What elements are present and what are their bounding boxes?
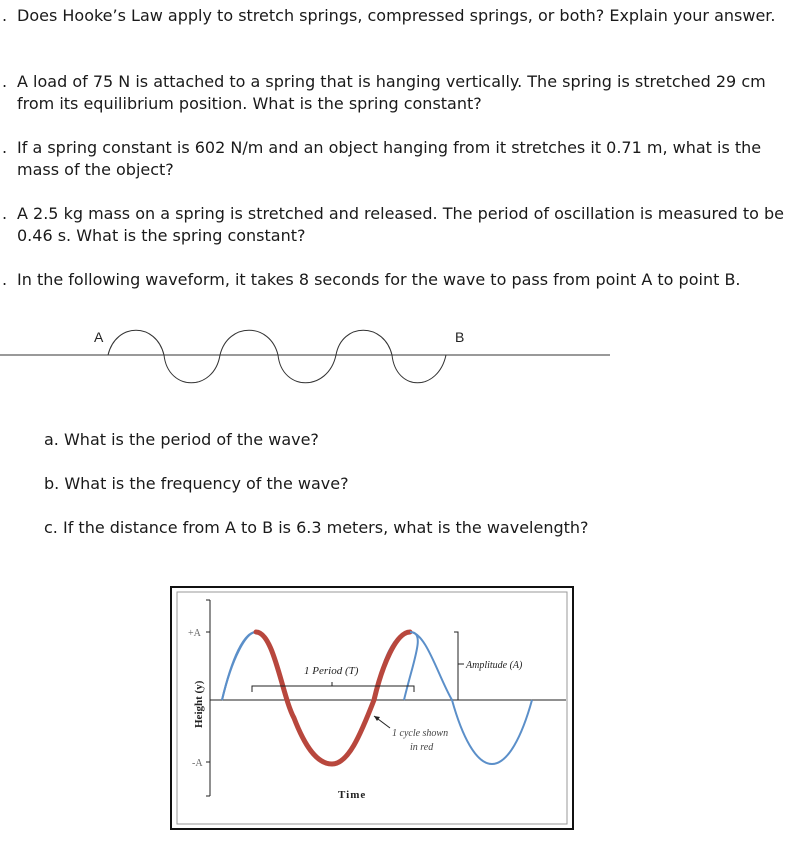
- waveform-curve: [108, 330, 446, 383]
- wave-anatomy-diagram: [170, 586, 574, 830]
- question-text: In the following waveform, it takes 8 seconds for the wave to pass from point A to point B.: [17, 270, 741, 289]
- subquestion-text: If the distance from A to B is 6.3 meters, what is the wavelength?: [62, 518, 589, 537]
- cycle-label-line1: 1 cycle shown: [392, 728, 449, 739]
- question-text: If a spring constant is 602 N/m and an object hanging from it stretches it 0.71 m, what is the mass of the object?: [17, 138, 762, 179]
- subquestion-c: [44, 517, 589, 539]
- cycle-label-line2: in red: [410, 742, 434, 753]
- subquestion-text: What is the period of the wave?: [63, 430, 319, 449]
- y-axis-label: Height (y): [193, 680, 205, 728]
- subquestion-b: [44, 473, 349, 495]
- plus-a-label: +A: [188, 628, 201, 639]
- minus-a-label: -A: [192, 758, 203, 769]
- question-marker: .: [2, 72, 8, 91]
- question-marker: .: [2, 6, 8, 25]
- point-a-label: A: [94, 329, 104, 345]
- period-label: 1 Period (T): [304, 665, 359, 677]
- question-2: [0, 71, 792, 115]
- question-1: [0, 5, 792, 27]
- subquestion-label: b.: [44, 474, 60, 493]
- question-4: [0, 203, 792, 247]
- question-marker: .: [2, 270, 8, 289]
- x-axis-label: Time: [338, 789, 367, 801]
- subquestion-label: a.: [44, 430, 59, 449]
- question-5: [0, 269, 792, 291]
- subquestion-label: c.: [44, 518, 58, 537]
- question-marker: .: [2, 138, 8, 157]
- waveform-diagram: [0, 320, 620, 390]
- question-text: A load of 75 N is attached to a spring that is hanging vertically. The spring is stretched 29 cm from its equilibrium position. What is the spring constant?: [17, 72, 766, 113]
- subquestion-a: [44, 429, 319, 451]
- question-marker: .: [2, 204, 8, 223]
- question-3: [0, 137, 792, 181]
- subquestion-text: What is the frequency of the wave?: [64, 474, 349, 493]
- question-text: A 2.5 kg mass on a spring is stretched and released. The period of oscillation is measured to be 0.46 s. What is the spring constant?: [17, 204, 784, 245]
- amplitude-label: Amplitude (A): [466, 660, 523, 671]
- point-b-label: B: [455, 329, 465, 345]
- question-text: Does Hooke’s Law apply to stretch springs, compressed springs, or both? Explain your answer.: [17, 6, 776, 25]
